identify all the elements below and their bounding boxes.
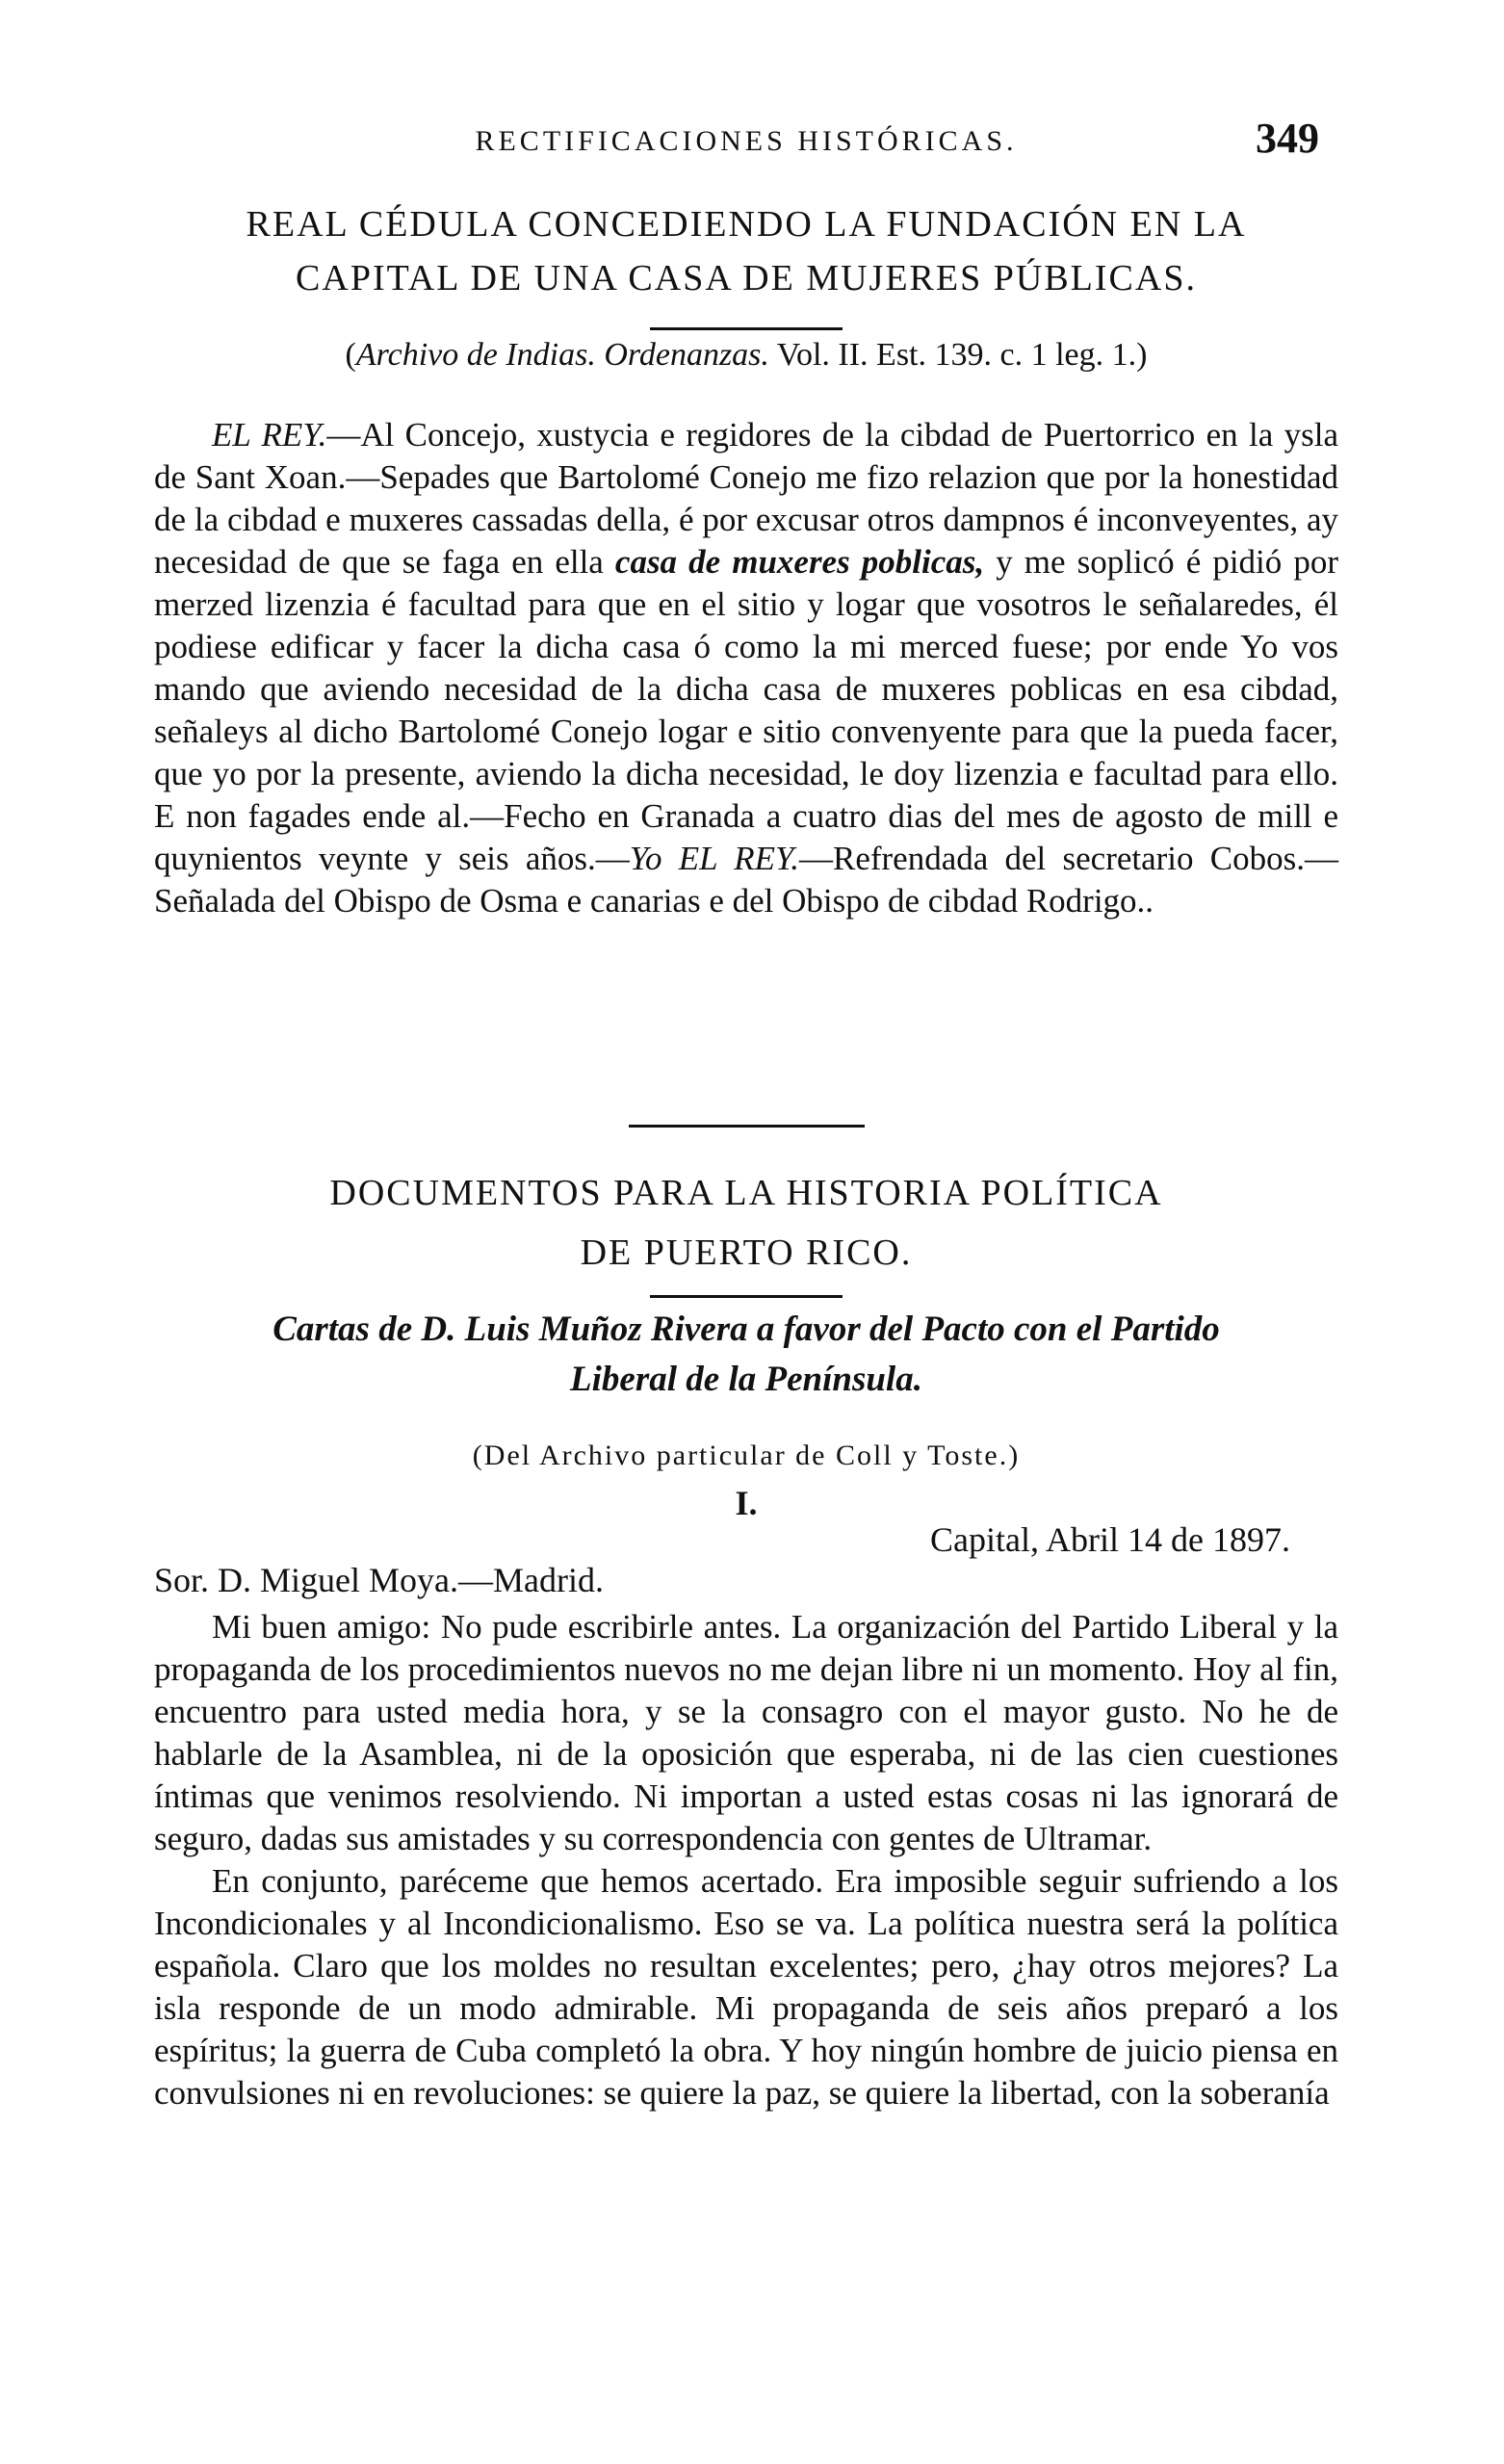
salutation: Sor. D. Miguel Moya.—Madrid. [154,1561,604,1599]
running-title: RECTIFICACIONES HISTÓRICAS. [475,125,1018,157]
section1-title-line1: REAL CÉDULA CONCEDIENDO LA FUNDACIÓN EN LA [246,204,1247,245]
royal-decree-text [154,414,1338,922]
section-separator [154,1125,1338,1128]
divider [650,327,843,330]
body-part2: y me soplicó é pidió por merzed lizenzia é facultad para que en el sitio y logar que vosotros le señalaredes, él podiese edificar y facer la dicha casa ó como la mi merced fuese; por ende Yo vos mando que aviendo necesidad de la dicha casa de muxeres poblicas en esa cibdad, señaleys al dicho Bartolomé Conejo logar e sitio convenyente para que la pueda facer, que yo por la presente, aviendo la dicha necesidad, le doy lizenzia e facultad para ello. E non fagades ende al.—Fecho en Granada a cuatro dias del mes de agosto de mill e quynientos veynte y seis años.— [154,543,1338,877]
source-rest: Vol. II. Est. 139. c. 1 leg. 1.) [776,337,1148,373]
running-head [154,114,1338,171]
letter-paragraph-1: Mi buen amigo: No pude escribirle antes. La organización del Partido Liberal y la propaganda de los procedimientos nuevos no me dejan libre ni un momento. Hoy al fin, encuentro para usted media hora, y se la consagro con el mayor gusto. No he de hablarle de la Asamblea, ni de la oposición que esperaba, ni de las cien cuestiones íntimas que venimos resolviendo. Ni importan a usted estas cosas ni las ignorará de seguro, dadas sus amistades y su correspondencia con gentes de Ultramar. [154,1608,1338,1857]
letter-body [154,1606,1338,2114]
letter-dateline [154,1519,1338,1560]
section2-title [154,1163,1338,1283]
body-part3: —Refrendada del secretario Cobos.—Señalada del Obispo de Osma e canarias e del Obispo de cibdad Rodrigo.. [154,840,1338,920]
source-citation [154,337,1338,374]
section1-rule [154,327,1338,330]
letter-number [154,1483,1338,1523]
body-italic2: Yo EL REY. [629,840,799,877]
dateline: Capital, Abril 14 de 1897. [930,1520,1290,1559]
divider [650,1295,843,1298]
section1-title [154,197,1338,305]
body-lead: EL REY. [212,416,327,454]
source-archive: Archivo de Indias. [355,337,596,373]
letter-salutation [154,1560,1338,1600]
section1-source [154,337,1338,374]
section2-subtitle [154,1305,1338,1405]
section1-body [154,414,1338,922]
body-part1: —Al Concejo, xustycia e regidores de la cibdad de Puertorrico en la ysla de Sant Xoan.—Sepades que Bartolomé Conejo me fizo relazion que por la honestidad de la cibdad e muxeres cassadas della, é por excusar otros dampnos é inconveyentes, ay necesidad de que se faga en ella [154,416,1338,581]
letter-paragraph-2: En conjunto, paréceme que hemos acertado. Era imposible seguir sufriendo a los Incondicionales y al Incondicionalismo. Eso se va. La política nuestra será la política española. Claro que los moldes no resultan excelentes; pero, ¿hay otros mejores? La isla responde de un modo admirable. Mi propaganda de seis años preparó a los espíritus; la guerra de Cuba completó la obra. Y hoy ningún hombre de juicio piensa en convulsiones ni en revoluciones: se quiere la paz, se quiere la libertad, con la soberanía [154,1862,1338,2112]
section2-title-line2: DE PUERTO RICO. [580,1232,913,1273]
body-italic: casa de muxeres poblicas, [614,543,985,581]
divider [629,1125,865,1128]
section2-title-line1: DOCUMENTOS PARA LA HISTORIA POLÍTICA [329,1173,1163,1213]
letter-roman-numeral: I. [735,1484,758,1522]
provenance-line: (Del Archivo particular de Coll y Toste.) [472,1439,1021,1471]
source-open: ( [345,337,356,373]
section1-title-line2: CAPITAL DE UNA CASA DE MUJERES PÚBLICAS. [296,258,1197,298]
provenance [154,1439,1338,1472]
page-number: 349 [1256,115,1319,162]
subtitle-line1: Cartas de D. Luis Muñoz Rivera a favor del Pacto con el Partido [272,1310,1220,1349]
subtitle-line2: Liberal de la Península. [570,1360,922,1399]
section2-rule [154,1295,1338,1298]
source-ordenanzas: Ordenanzas. [604,337,769,373]
